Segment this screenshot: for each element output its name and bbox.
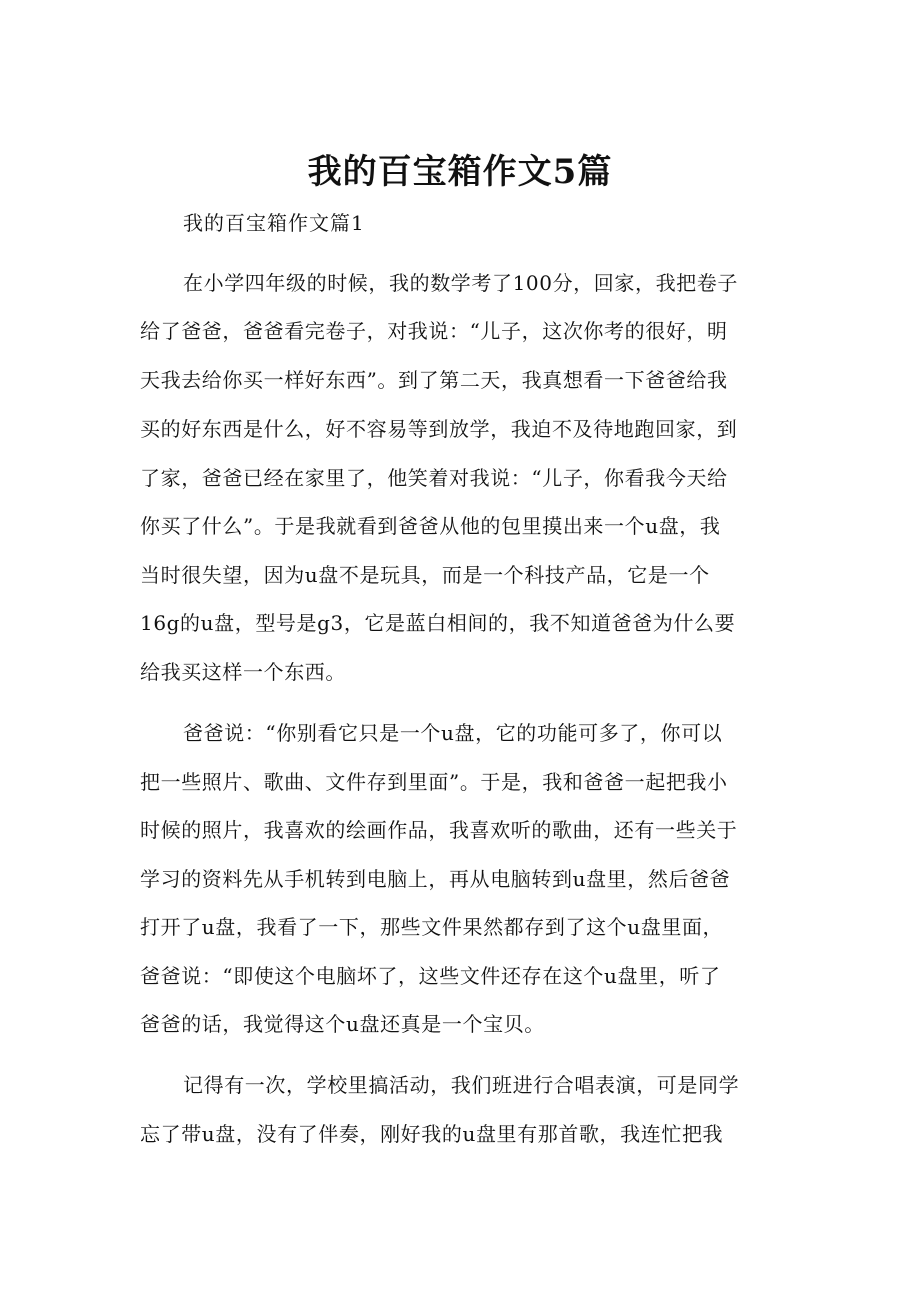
document-title: 我的百宝箱作文5篇 [307,152,613,192]
paragraph-2-line-5: 打开了u盘，我看了一下，那些文件果然都存到了这个u盘里面， [140,915,724,939]
paragraph-1-line-9: 给我买这样一个东西。 [140,660,346,684]
paragraph-1-line-7: 当时很失望，因为u盘不是玩具，而是一个科技产品，它是一个 [140,563,710,587]
paragraph-1-line-6: 你买了什么”。于是我就看到爸爸从他的包里摸出来一个u盘，我 [140,514,721,538]
paragraph-1-line-8: 16g的u盘，型号是g3，它是蓝白相间的，我不知道爸爸为什么要 [140,611,736,635]
paragraph-1-line-5: 了家，爸爸已经在家里了，他笑着对我说：“儿子，你看我今天给 [140,466,728,490]
paragraph-2-line-6: 爸爸说：“即使这个电脑坏了，这些文件还存在这个u盘里，听了 [140,964,721,988]
paragraph-2-line-2: 把一些照片、歌曲、文件存到里面”。于是，我和爸爸一起把我小 [140,770,728,794]
paragraph-2-line-1: 爸爸说：“你别看它只是一个u盘，它的功能可多了，你可以 [183,721,723,745]
paragraph-1-line-3: 天我去给你买一样好东西”。到了第二天，我真想看一下爸爸给我 [140,368,728,392]
paragraph-1-line-1: 在小学四年级的时候，我的数学考了100分，回家，我把卷子 [183,271,738,295]
paragraph-2-line-3: 时候的照片，我喜欢的绘画作品，我喜欢听的歌曲，还有一些关于 [140,818,738,842]
section-heading: 我的百宝箱作文篇1 [183,211,365,235]
paragraph-1-line-4: 买的好东西是什么，好不容易等到放学，我迫不及待地跑回家，到 [140,417,738,441]
paragraph-2-line-7: 爸爸的话，我觉得这个u盘还真是一个宝贝。 [140,1012,545,1036]
paragraph-1-line-2: 给了爸爸，爸爸看完卷子，对我说：“儿子，这次你考的很好，明 [140,319,728,343]
paragraph-3-line-1: 记得有一次，学校里搞活动，我们班进行合唱表演，可是同学 [183,1073,740,1097]
paragraph-2-line-4: 学习的资料先从手机转到电脑上，再从电脑转到u盘里，然后爸爸 [140,867,731,891]
paragraph-3-line-2: 忘了带u盘，没有了伴奏，刚好我的u盘里有那首歌，我连忙把我 [140,1122,724,1146]
